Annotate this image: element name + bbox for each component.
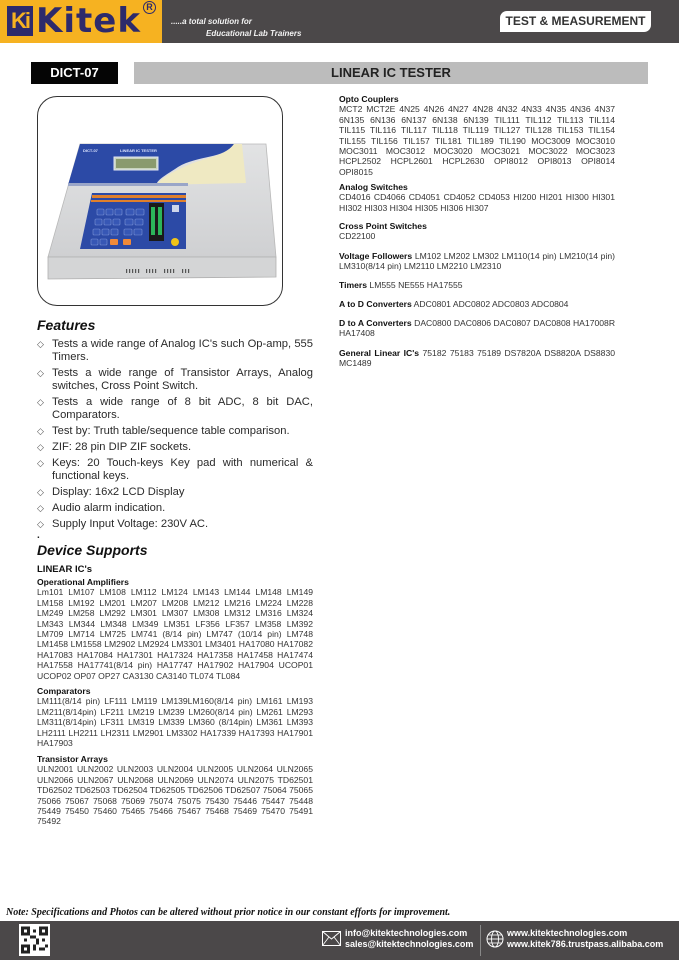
device-supports-heading: Device Supports — [37, 542, 148, 558]
tagline-line-1: .....a total solution for — [171, 17, 252, 26]
analog-switches-title: Analog Switches — [339, 182, 408, 192]
envelope-icon — [322, 931, 341, 946]
diamond-bullet-icon: ◇ — [37, 368, 44, 378]
product-photo — [37, 96, 283, 306]
feature-item: ◇ ZIF: 28 pin DIP ZIF sockets. — [37, 441, 192, 453]
globe-icon — [486, 930, 504, 948]
website-contacts — [507, 928, 663, 950]
device-title-label: LINEAR IC TESTER — [120, 148, 157, 153]
feature-item: ◇ Audio alarm indication. — [37, 502, 166, 514]
category-tab: TEST & MEASUREMENT — [500, 11, 651, 32]
comparators-title: Comparators — [37, 686, 91, 696]
opto-couplers-title: Opto Couplers — [339, 94, 399, 104]
dac-list: DAC0800 DAC0806 DAC0807 DAC0808 HA17008R HA17408 — [339, 318, 616, 339]
general-linear-list: 75182 75183 75189 DS7820A DS8820A DS8830 MC1489 — [339, 348, 615, 369]
cross-point-title: Cross Point Switches — [339, 221, 427, 231]
device-model-label: DICT-07 — [83, 148, 98, 153]
footer-divider — [480, 925, 481, 956]
features-list — [37, 338, 313, 534]
voltage-followers-list: LM102 LM202 LM302 LM110(14 pin) LM210(14 pin) LM310(8/14 pin) LM2110 LM2210 LM2310 — [339, 251, 615, 272]
diamond-bullet-icon: ◇ — [37, 339, 44, 349]
diamond-bullet-icon: ◇ — [37, 519, 44, 529]
timers-list: LM555 NE555 HA17555 — [369, 280, 463, 290]
email-sales-link[interactable]: sales@kitektechnologies.com — [345, 939, 474, 949]
feature-item: ◇ Keys: 20 Touch-keys Key pad with numerical & functional keys. — [37, 457, 313, 482]
ic-tester-illustration — [38, 97, 283, 306]
features-heading: Features — [37, 317, 96, 333]
opto-couplers-block — [339, 94, 615, 177]
adc-title: A to D Converters — [339, 299, 412, 309]
diamond-bullet-icon: ◇ — [37, 426, 44, 436]
diamond-bullet-icon: ◇ — [37, 458, 44, 468]
page-footer — [0, 921, 679, 960]
analog-switches-block — [339, 182, 615, 213]
feature-item: ◇ Test by: Truth table/sequence table comparison. — [37, 425, 290, 437]
feature-item: ◇ Tests a wide range of Transistor Arrays, Analog switches, Cross Point Switch. — [37, 367, 313, 392]
transistor-arrays-list: ULN2001 ULN2002 ULN2003 ULN2004 ULN2005 ULN2064 ULN2065 ULN2066 ULN2067 ULN2068 ULN2069 ULN2074 ULN2075 TD62501 TD62502 TD62503 TD62504 TD62505 TD62506 TD62507 75064 75065 75066 75067 75068 75069 75074 75075 75430 75446 75447 75448 75449 75450 75460 75465 75466 75467 75468 75469 75470 75491 75492 — [37, 764, 313, 827]
registered-mark-icon: R — [143, 1, 156, 14]
feature-item: ◇ Tests a wide range of Analog IC's such Op-amp, 555 Timers. — [37, 338, 313, 363]
qr-code-icon — [21, 926, 48, 954]
case-front — [48, 257, 276, 279]
tagline-line-2: Educational Lab Trainers — [206, 29, 302, 38]
buzzer-icon — [171, 238, 179, 246]
power-switch — [172, 205, 179, 212]
email-contacts — [345, 928, 473, 950]
timers-block — [339, 280, 615, 290]
analog-switches-list: CD4016 CD4066 CD4051 CD4052 CD4053 HI200 HI201 HI300 HI301 HI302 HI303 HI304 HI305 HI306 HI307 — [339, 192, 615, 213]
email-info-link[interactable]: info@kitektechnologies.com — [345, 928, 468, 938]
diamond-bullet-icon: ◇ — [37, 487, 44, 497]
timers-title: Timers — [339, 280, 368, 290]
comparators-list: LM111(8/14 pin) LF111 LM119 LM139LM160(8/14 pin) LM161 LM193 LM211(8/14pin) LF211 LM219 LM239 LM260(8/14 pin) LM261 LM293 LM311(8/14pin) LF311 LM319 LM339 LM360 (8/14pin) LM361 LM393 LH2111 LH2211 LH2311 LM2901 LM3302 HA17339 HA17393 HA17901 HA17903 — [37, 696, 313, 749]
diamond-bullet-icon: ◇ — [37, 503, 44, 513]
op-amps-title: Operational Amplifiers — [37, 577, 129, 587]
qr-code — [19, 924, 50, 956]
disclaimer-note: Note: Specifications and Photos can be altered without prior notice in our constant efforts for improvement. — [6, 907, 451, 918]
linear-ics-subheading: LINEAR IC's — [37, 564, 93, 575]
page-header — [0, 0, 679, 43]
feature-item: ◇ Supply Input Voltage: 230V AC. — [37, 518, 209, 530]
voltage-followers-title: Voltage Followers — [339, 251, 413, 261]
adc-list: ADC0801 ADC0802 ADC0803 ADC0804 — [413, 299, 569, 309]
transistor-arrays-block — [37, 754, 313, 827]
alibaba-link[interactable]: www.kitek786.trustpass.alibaba.com — [507, 939, 664, 949]
opto-couplers-list: MCT2 MCT2E 4N25 4N26 4N27 4N28 4N32 4N33 4N35 4N36 4N37 6N135 6N136 6N137 6N138 6N139 TIL111 TIL112 TIL113 TIL114 TIL115 TIL116 TIL117 TIL118 TIL119 TIL127 TIL128 TIL153 TIL154 TIL155 TIL156 TIL157 TIL181 TIL189 TIL190 MOC3009 MOC3010 MOC3011 MOC3012 MOC3020 MOC3021 MOC3022 MOC3023 HCPL2502 HCPL2601 HCPL2630 OPI8012 OPI8013 OPI8014 OPI8015 — [339, 104, 615, 177]
dac-title: D to A Converters — [339, 318, 412, 328]
website-link[interactable]: www.kitektechnologies.com — [507, 928, 628, 938]
stray-dot: . — [37, 530, 40, 541]
product-title: LINEAR IC TESTER — [134, 62, 648, 84]
feature-item: ◇ Display: 16x2 LCD Display — [37, 486, 185, 498]
cross-point-list: CD22100 — [339, 231, 376, 242]
model-number: DICT-07 — [31, 62, 118, 84]
orange-key — [110, 239, 118, 245]
voltage-followers-block — [339, 251, 615, 272]
diamond-bullet-icon: ◇ — [37, 442, 44, 452]
cross-point-block — [339, 221, 615, 242]
feature-item: ◇ Tests a wide range of 8 bit ADC, 8 bit DAC, Comparators. — [37, 396, 313, 421]
general-linear-block — [339, 348, 615, 369]
transistor-arrays-title: Transistor Arrays — [37, 754, 108, 764]
comparators-block — [37, 686, 313, 748]
op-amps-list: Lm101 LM107 LM108 LM112 LM124 LM143 LM144 LM148 LM149 LM158 LM192 LM201 LM207 LM208 LM212 LM216 LM224 LM228 LM249 LM258 LM292 LM301 LM307 LM308 LM312 LM316 LM324 LM343 LM344 LM348 LM349 LM351 LF356 LF357 LM358 LM392 LM709 LM714 LM725 LM741 (8/14 pin) LM747 (10/14 pin) LM748 LM1458 LM1558 LM2902 LM2924 LM3301 LM3401 HA17080 HA17082 HA17083 HA17084 HA17301 HA17324 HA17358 HA17458 HA17474 HA17558 HA17741(8/14 pin) HA17747 HA17902 HA17904 UCOP01 UCOP02 OP07 OP27 CA3130 CA3140 TL074 TL084 — [37, 587, 313, 681]
op-amps-block — [37, 577, 313, 681]
diamond-bullet-icon: ◇ — [37, 397, 44, 407]
orange-key — [123, 239, 131, 245]
brand-name: Kitek — [36, 1, 141, 41]
general-linear-title: General Linear IC's — [339, 348, 420, 358]
brand-mark: Ki — [7, 6, 33, 36]
brand-logo — [0, 0, 162, 43]
dac-block — [339, 318, 615, 339]
adc-block — [339, 299, 615, 309]
